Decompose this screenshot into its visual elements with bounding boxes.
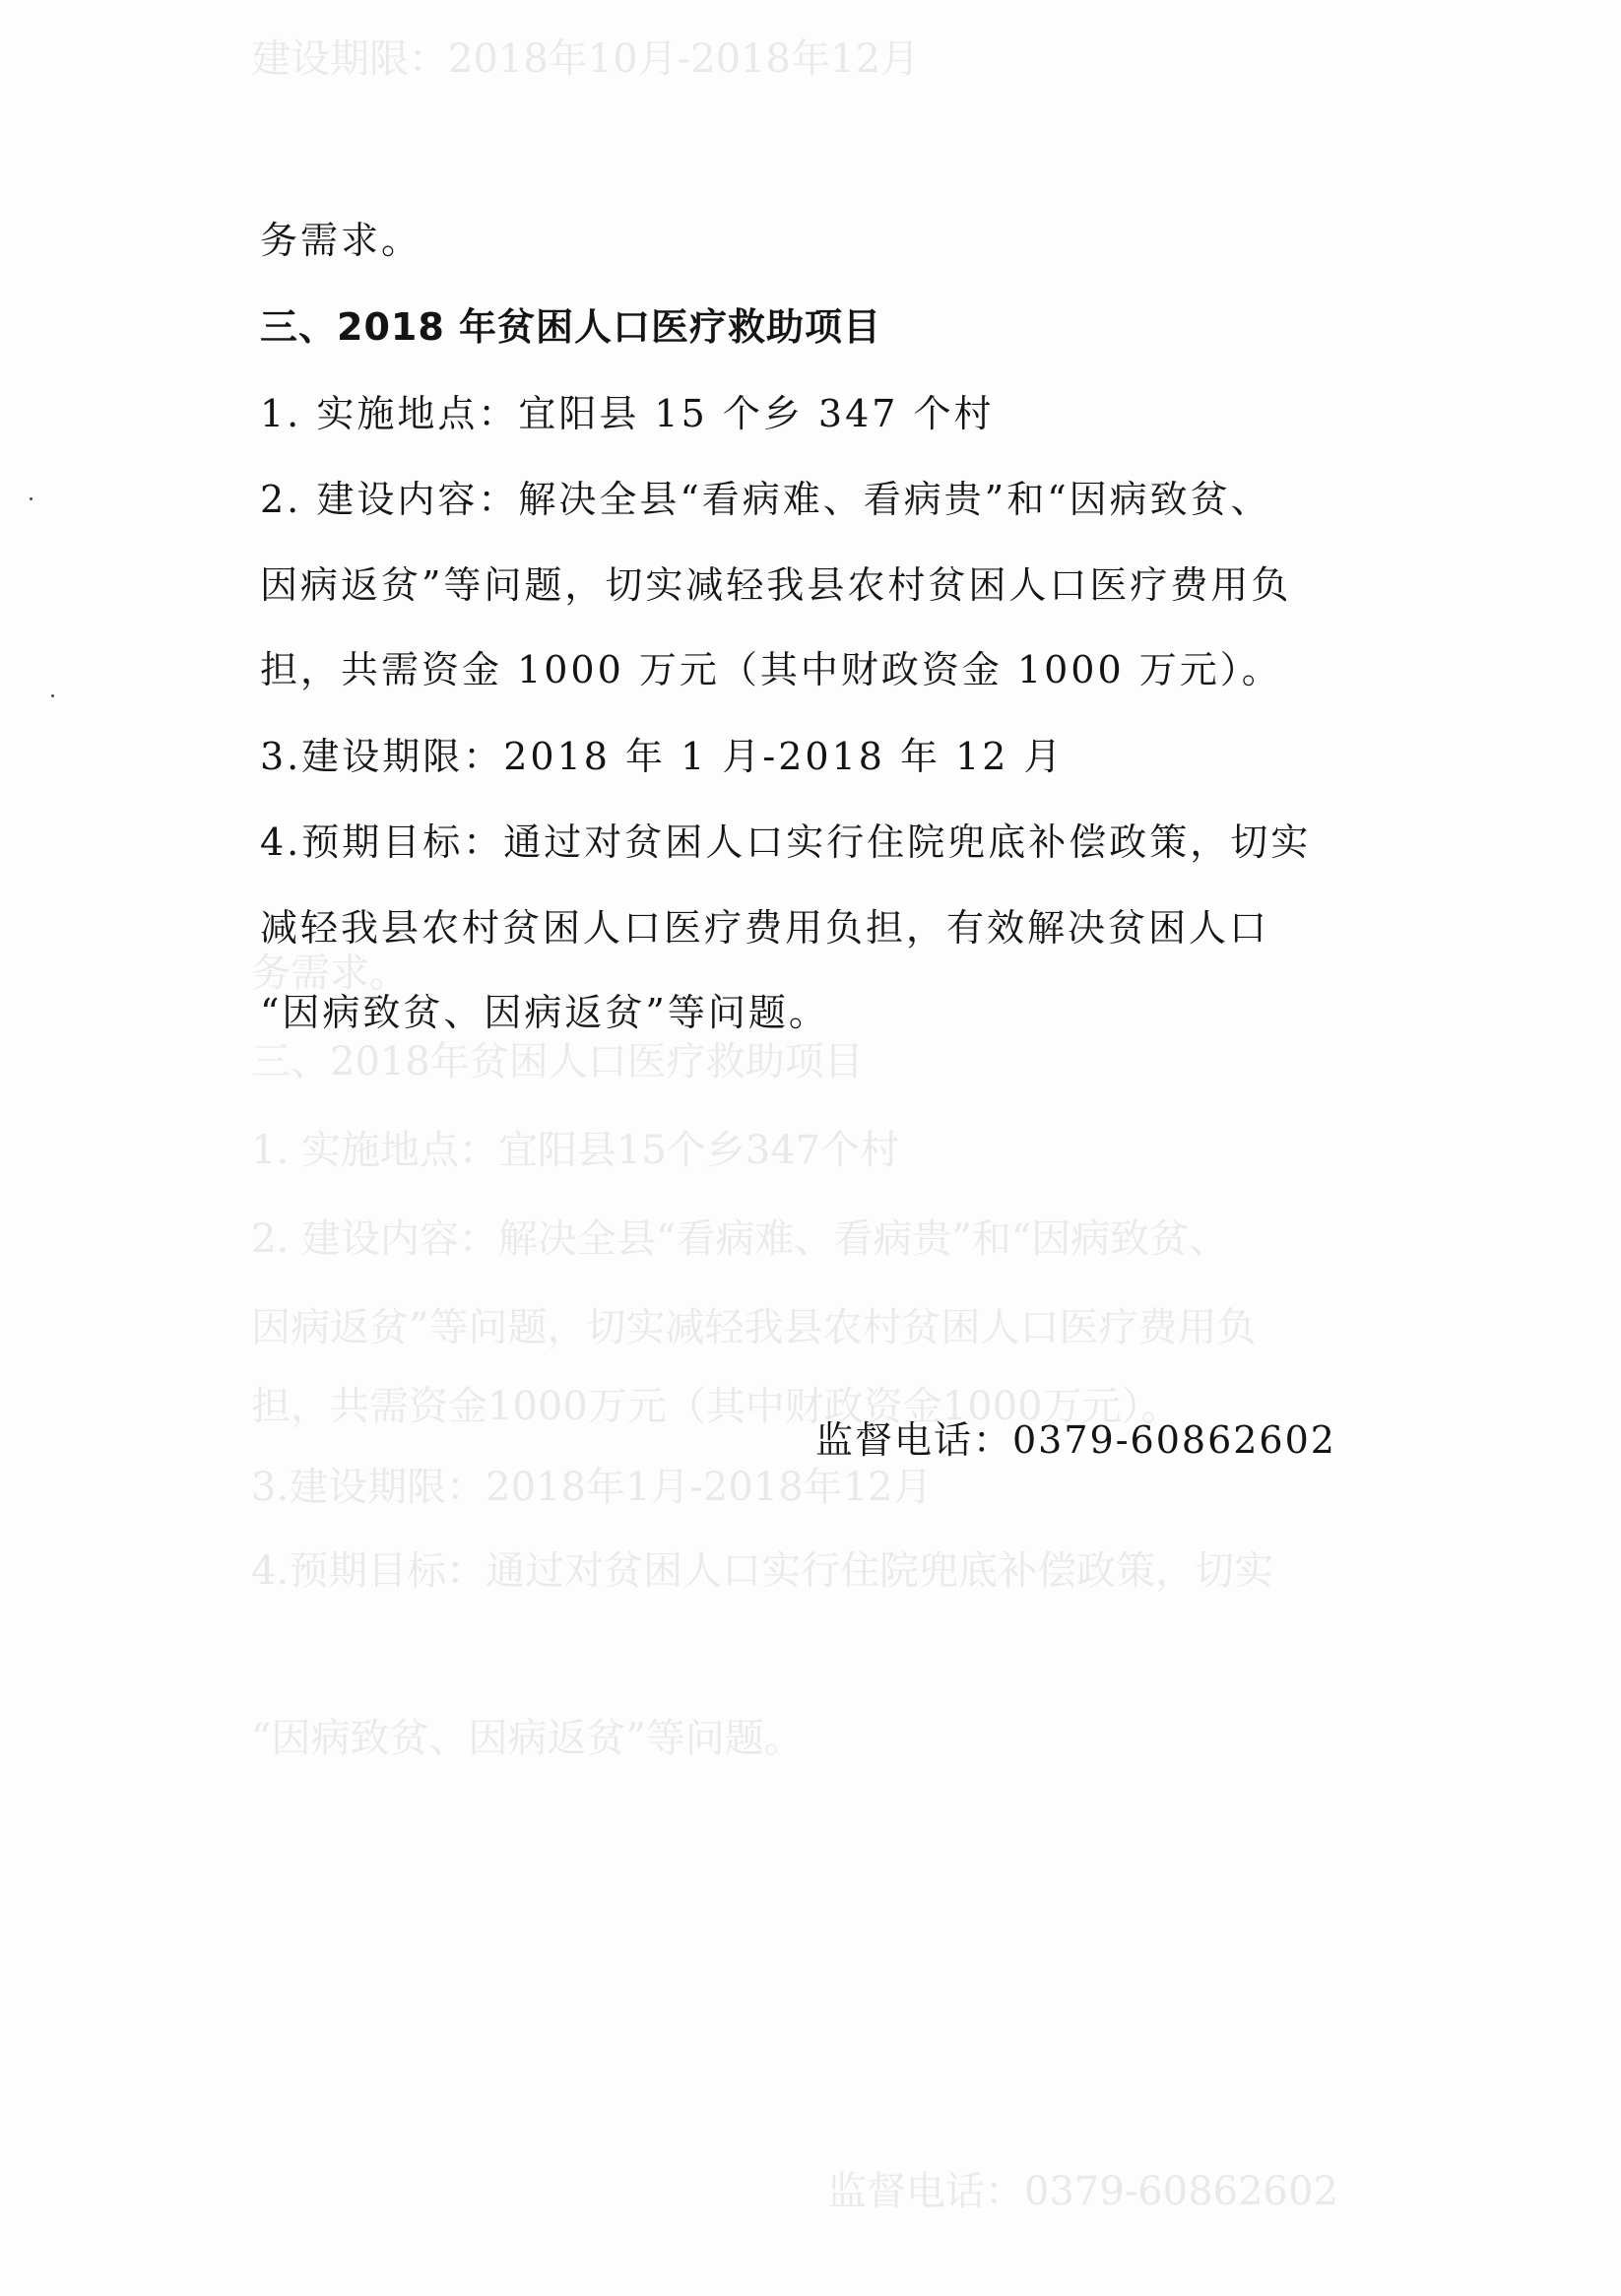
body-line: 3.建设期限：2018 年 1 月-2018 年 12 月 (260, 735, 1065, 778)
ghost-line: 4.预期目标：通过对贫困人口实行住院兜底补偿政策，切实 (251, 1548, 1274, 1594)
ghost-line: 1. 实施地点：宜阳县15个乡347个村 (251, 1128, 900, 1173)
body-line: 务需求。 (260, 219, 422, 262)
body-line: 担，共需资金 1000 万元（其中财政资金 1000 万元）。 (260, 648, 1282, 691)
ghost-line: “因病致贫、因病返贫”等问题。 (251, 1716, 804, 1761)
body-line: 1. 实施地点：宜阳县 15 个乡 347 个村 (260, 392, 995, 435)
ghost-line: 务需求。 (251, 951, 409, 996)
scan-speck (30, 497, 32, 500)
ghost-line: 三、2018年贫困人口医疗救助项目 (251, 1039, 864, 1084)
ghost-line: 3.建设期限：2018年1月-2018年12月 (251, 1465, 933, 1510)
supervision-phone: 监督电话：0379-60862602 (815, 1418, 1336, 1462)
body-line: 因病返贫”等问题，切实减轻我县农村贫困人口医疗费用负 (260, 563, 1292, 607)
body-line: “因病致贫、因病返贫”等问题。 (260, 991, 829, 1034)
ghost-line: 因病返贫”等问题，切实减轻我县农村贫困人口医疗费用负 (251, 1305, 1257, 1350)
scan-speck (51, 694, 54, 697)
ghost-line: 2. 建设内容：解决全县“看病难、看病贵”和“因病致贫、 (251, 1216, 1229, 1262)
body-line: 减轻我县农村贫困人口医疗费用负担，有效解决贫困人口 (260, 906, 1270, 950)
section-heading: 三、2018 年贫困人口医疗救助项目 (260, 305, 881, 349)
ghost-line: 担，共需资金1000万元（其中财政资金1000万元）。 (251, 1384, 1181, 1429)
ghost-line: 建设期限：2018年10月-2018年12月 (251, 36, 920, 82)
body-line: 2. 建设内容：解决全县“看病难、看病贵”和“因病致贫、 (260, 478, 1271, 521)
ghost-line: 监督电话：0379-60862602 (827, 2169, 1338, 2214)
body-line: 4.预期目标：通过对贫困人口实行住院兜底补偿政策，切实 (260, 820, 1312, 864)
